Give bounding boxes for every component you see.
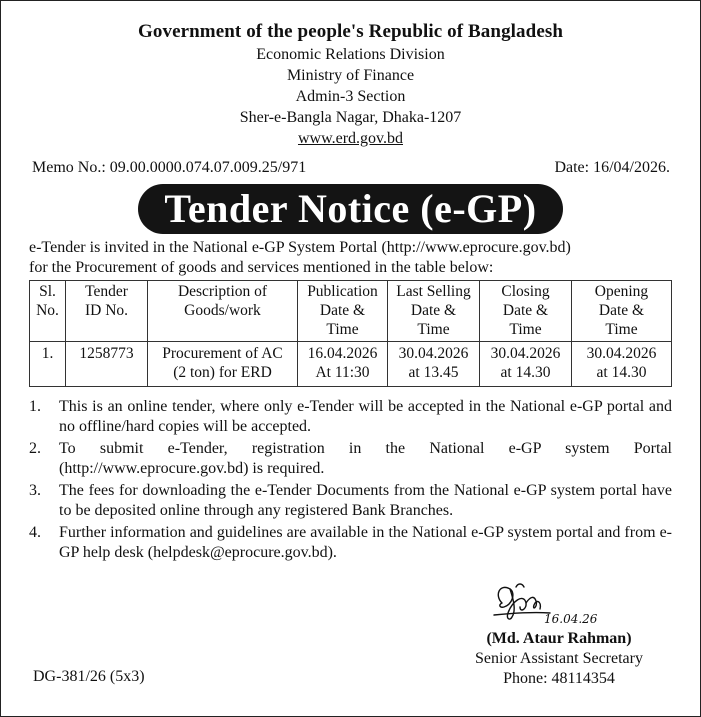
table-body [30,342,672,387]
memo-row [29,158,672,178]
header-text: Last Selling [396,283,471,300]
handwritten-signature [454,579,664,629]
cell-text: 1. [41,345,54,362]
header-text: Publication [307,283,378,300]
signature-block [454,579,664,689]
note-number: 1. [29,398,41,415]
table-header-cell [30,281,66,342]
table-cell [298,342,388,387]
header-text: Opening [594,283,649,300]
intro-line-1: e-Tender is invited in the National e-GP System Portal (http://www.eprocure.gov.bd) [29,239,571,256]
cell-text: 30.04.2026 [490,345,561,362]
table-row [30,342,672,387]
note-text: This is an online tender, where only e-Tender will be accepted in the National e-GP portal and no offline/hard copies will be accepted. [59,398,672,435]
cell-text: at 14.30 [596,364,647,381]
cell-text: 30.04.2026 [586,345,657,362]
header-text: No. [36,302,59,319]
header-text: Sl. [39,283,56,300]
note-number: 4. [29,524,41,541]
signatory-designation: Senior Assistant Secretary [475,650,643,667]
table-cell [148,342,298,387]
cell-text: at 14.30 [500,364,551,381]
signature-date: 16.04.26 [544,612,598,626]
intro-text [29,238,672,278]
letterhead [29,20,672,150]
division-name: Economic Relations Division [256,46,445,63]
table-cell [66,342,148,387]
note-text: The fees for downloading the e-Tender Documents from the National e-GP system portal have to be deposited online through any registered Bank Branches. [59,482,672,519]
cell-text: 1258773 [79,345,134,362]
table-cell [572,342,672,387]
header-text: Date & [502,302,549,319]
table-header-cell [572,281,672,342]
header-text: Goods/work [184,302,261,319]
header-text: Description of [177,283,268,300]
notes-list [29,397,672,563]
header-text: Time [605,321,638,338]
note-text: To submit e-Tender, registration in the National e-GP system Portal (http://www.eprocure.gov.bd) is required. [59,440,672,477]
table-header-cell [388,281,480,342]
table-header-cell [480,281,572,342]
table-header-cell [298,281,388,342]
header-text: Closing [501,283,550,300]
ministry-name: Ministry of Finance [286,67,415,84]
section-name: Admin-3 Section [295,88,406,105]
header-text: Time [417,321,450,338]
signature-graphic [454,579,664,629]
header-text: Date & [319,302,366,319]
header-text: Date & [410,302,457,319]
banner-wrapper [29,184,672,234]
list-item [29,439,672,479]
cell-text: (2 ton) for ERD [173,364,272,381]
cell-text: At 11:30 [315,364,370,381]
header-text: ID No. [84,302,129,319]
list-item [29,523,672,563]
cell-text: at 13.45 [408,364,459,381]
tender-notice-banner: Tender Notice (e-GP) [138,184,562,234]
signatory-name: (Md. Ataur Rahman) [486,630,632,647]
table-header-cell [66,281,148,342]
header-text: Time [326,321,359,338]
office-address: Sher-e-Bangla Nagar, Dhaka-1207 [239,109,462,126]
intro-line-2: for the Procurement of goods and services mentioned in the table below: [29,259,494,276]
table-header-row [30,281,672,342]
note-text: Further information and guidelines are available in the National e-GP system portal and from e-GP help desk (helpdesk@eprocure.gov.bd). [59,524,672,561]
header-text: Tender [85,283,128,300]
dg-code: DG-381/26 (5x3) [33,668,145,685]
list-item [29,481,672,521]
note-number: 2. [29,440,41,457]
header-text: Time [509,321,542,338]
table-cell [388,342,480,387]
government-title: Government of the people's Republic of Bangladesh [137,21,564,42]
table-cell [30,342,66,387]
list-item [29,397,672,437]
cell-text: Procurement of AC [162,345,283,362]
table-header-cell [148,281,298,342]
memo-number: Memo No.: 09.00.0000.074.07.009.25/971 [32,159,307,176]
note-number: 3. [29,482,41,499]
cell-text: 16.04.2026 [307,345,378,362]
table-cell [480,342,572,387]
memo-date: Date: 16/04/2026. [554,159,670,176]
website-link[interactable]: www.erd.gov.bd [297,130,403,147]
signatory-phone: Phone: 48114354 [503,670,615,687]
cell-text: 30.04.2026 [398,345,469,362]
header-text: Date & [598,302,645,319]
tender-table [29,280,672,387]
